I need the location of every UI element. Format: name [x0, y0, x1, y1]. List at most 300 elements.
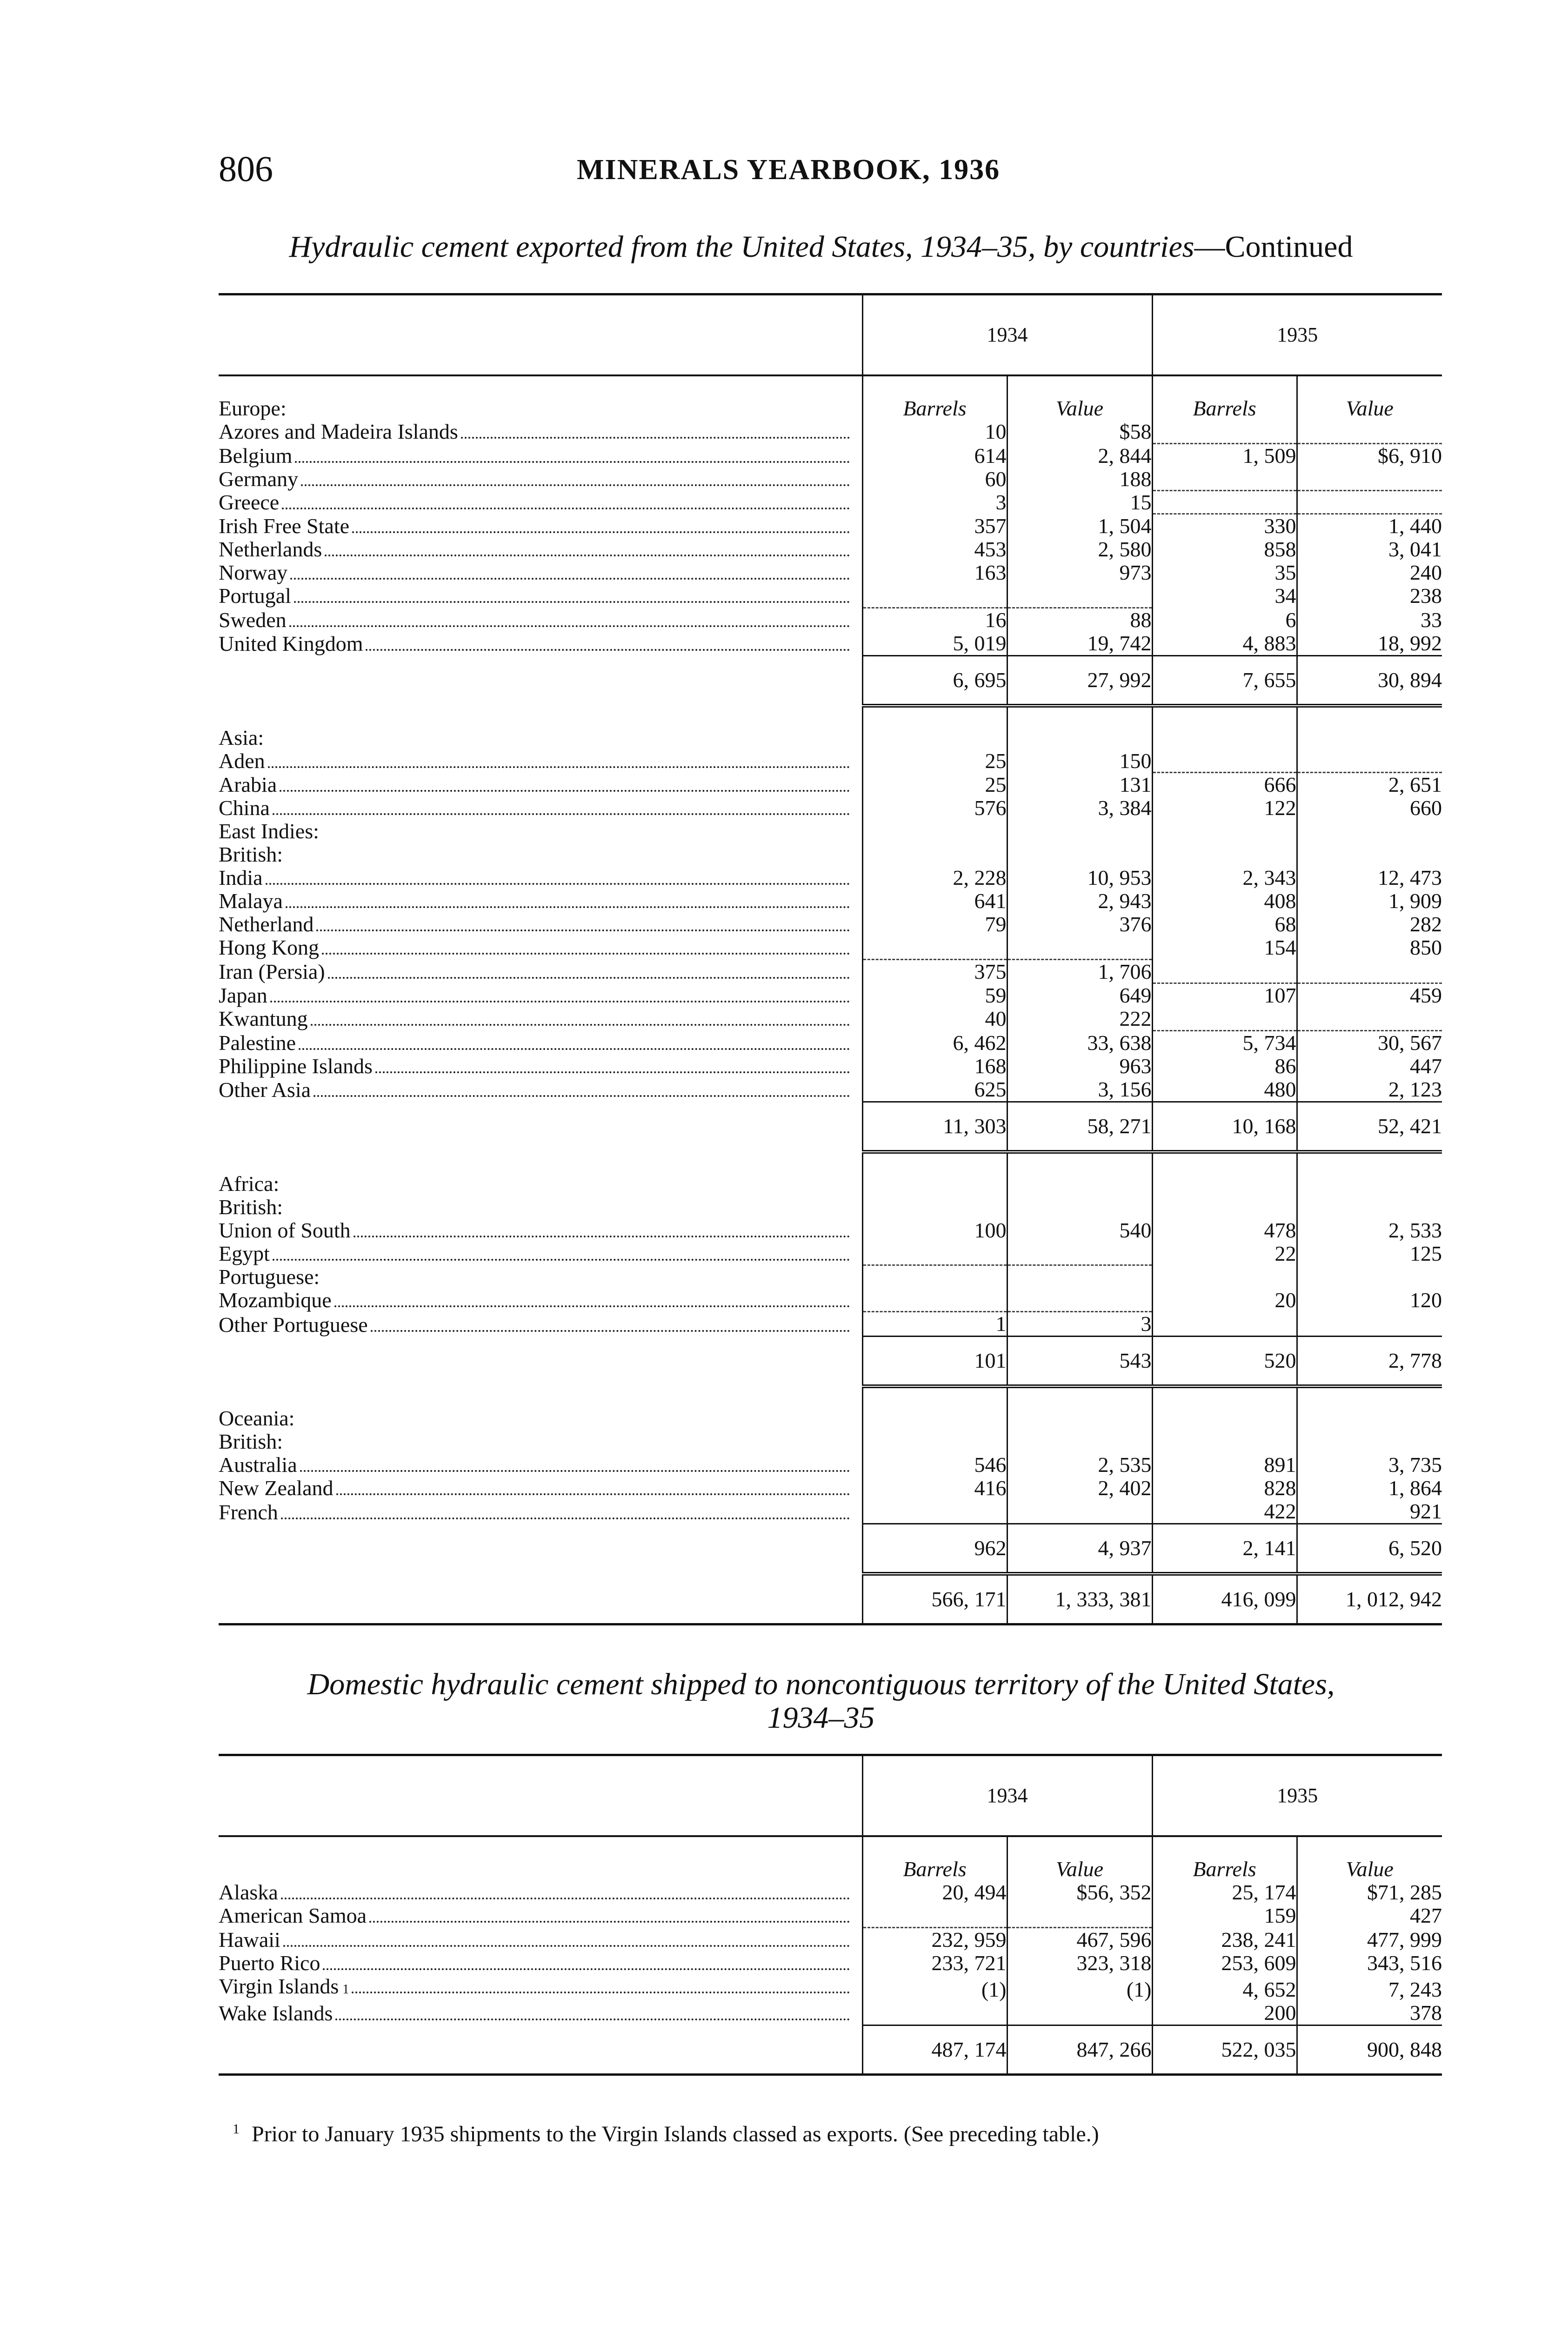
leader-dots [311, 1024, 850, 1026]
export-table [219, 293, 1442, 1625]
row-label-wrap [219, 491, 862, 514]
table2-title [195, 1668, 1447, 1735]
empty-cell [1297, 1152, 1442, 1196]
value-cell [1297, 749, 1442, 773]
value-cell: 660 [1297, 796, 1442, 820]
leader-dots [352, 531, 849, 533]
table-row [219, 632, 1442, 656]
row-label-wrap [219, 1313, 862, 1337]
value-cell: 546 [862, 1453, 1007, 1477]
value-cell: 422 [1152, 1500, 1297, 1524]
row-label-wrap [219, 1952, 862, 1975]
value-cell: 253, 609 [1152, 1952, 1297, 1975]
value-cell [1007, 1265, 1152, 1289]
leader-dots [266, 883, 850, 885]
value-cell: 2, 141 [1152, 1524, 1297, 1574]
value-cell: 34 [1152, 584, 1297, 608]
value-cell: 163 [862, 561, 1007, 584]
value-cell: 30, 894 [1297, 655, 1442, 706]
value-cell: 962 [862, 1524, 1007, 1574]
unit-header: Value [1297, 1836, 1442, 1881]
value-cell: 357 [862, 514, 1007, 538]
row-label-cell [219, 1265, 862, 1289]
leader-dots [352, 1992, 849, 1993]
value-cell: 566, 171 [862, 1574, 1007, 1624]
value-cell [1007, 1430, 1152, 1453]
value-cell: 2, 228 [862, 866, 1007, 889]
subtotal-row [219, 1102, 1442, 1152]
leader-dots [461, 437, 850, 439]
row-label-cell [219, 1030, 862, 1055]
row-label: Netherland [219, 912, 314, 936]
table-row [219, 1430, 1442, 1453]
value-cell: 58, 271 [1007, 1102, 1152, 1152]
leader-dots [300, 1470, 850, 1472]
table-row [219, 468, 1442, 491]
table-row [219, 1500, 1442, 1524]
footnote-marker: 1 [233, 2121, 240, 2137]
row-label: Alaska [219, 1880, 278, 1904]
empty-cell [1297, 1386, 1442, 1430]
row-label: British: [219, 1430, 283, 1453]
row-label-cell [219, 820, 862, 843]
row-label-wrap [219, 913, 862, 936]
row-label-cell [219, 1242, 862, 1265]
row-label-cell [219, 420, 862, 443]
value-cell: 891 [1152, 1453, 1297, 1477]
value-cell: 614 [862, 443, 1007, 468]
year-header-row [219, 294, 1442, 376]
value-cell [862, 1196, 1007, 1219]
row-label: Azores and Madeira Islands [219, 420, 458, 443]
value-cell: 238, 241 [1152, 1927, 1297, 1952]
row-label: Irish Free State [219, 514, 350, 538]
table-row [219, 561, 1442, 584]
value-cell: 1, 909 [1297, 889, 1442, 913]
row-label-cell [219, 1078, 862, 1102]
value-cell: 1, 706 [1007, 959, 1152, 983]
row-label-wrap [219, 561, 862, 584]
row-label: French [219, 1500, 278, 1524]
value-cell: $6, 910 [1297, 443, 1442, 468]
row-label-cell [219, 913, 862, 936]
empty-cell [862, 1152, 1007, 1196]
value-cell: 233, 721 [862, 1952, 1007, 1975]
table-row [219, 1030, 1442, 1055]
value-cell: 2, 651 [1297, 773, 1442, 797]
value-cell: 6 [1152, 608, 1297, 632]
region-row [219, 706, 1442, 749]
value-cell [1007, 936, 1152, 959]
row-label: India [219, 866, 263, 889]
unit-header: Barrels [1152, 1836, 1297, 1881]
leader-dots [371, 1330, 850, 1332]
leader-dots [299, 1048, 849, 1050]
value-cell: 25 [862, 749, 1007, 773]
value-cell: 4, 652 [1152, 1975, 1297, 2001]
value-cell: 2, 343 [1152, 866, 1297, 889]
row-label-cell [219, 584, 862, 608]
row-label-wrap [219, 608, 862, 632]
region-label: Asia: [219, 725, 264, 749]
table-row [219, 1904, 1442, 1927]
value-cell [1297, 1265, 1442, 1289]
row-label-wrap [219, 1289, 862, 1312]
unit-header: Barrels [862, 1836, 1007, 1881]
row-label: Hawaii [219, 1927, 280, 1952]
row-label-wrap [219, 984, 862, 1007]
value-cell: 159 [1152, 1904, 1297, 1927]
subtotal-row [219, 1337, 1442, 1387]
row-label: Sweden [219, 608, 287, 632]
value-cell [862, 2001, 1007, 2025]
row-label-wrap [219, 960, 862, 983]
row-label-cell [219, 1430, 862, 1453]
row-label-wrap [219, 1055, 862, 1078]
footnote [233, 2121, 1442, 2147]
leader-dots [280, 790, 849, 792]
table1-title [195, 230, 1447, 264]
row-label-cell [219, 1952, 862, 1975]
row-label: Portuguese: [219, 1264, 320, 1289]
row-label-cell [219, 983, 862, 1008]
table-row [219, 773, 1442, 797]
value-cell: 88 [1007, 608, 1152, 632]
unit-header: Barrels [1152, 375, 1297, 420]
empty-cell [1007, 706, 1152, 749]
value-cell: 25, 174 [1152, 1881, 1297, 1904]
leader-dots [295, 461, 849, 463]
page-number: 806 [219, 148, 273, 189]
leader-dots [294, 601, 850, 603]
grand-total-label [219, 1574, 862, 1624]
value-cell: 30, 567 [1297, 1030, 1442, 1055]
subtotal-label [219, 1524, 862, 1574]
table-row [219, 443, 1442, 468]
value-cell: 86 [1152, 1055, 1297, 1078]
row-label: Aden [219, 749, 265, 773]
value-cell: 3, 384 [1007, 796, 1152, 820]
table-row [219, 820, 1442, 843]
table-row [219, 1196, 1442, 1219]
value-cell: 2, 402 [1007, 1477, 1152, 1500]
value-cell: 101 [862, 1337, 1007, 1387]
row-label-wrap [219, 1453, 862, 1477]
value-cell: 232, 959 [862, 1927, 1007, 1952]
value-cell: 1, 333, 381 [1007, 1574, 1152, 1624]
row-label-cell [219, 866, 862, 889]
row-label: Norway [219, 561, 288, 584]
value-cell [862, 936, 1007, 959]
row-label-cell [219, 959, 862, 983]
table-row [219, 1055, 1442, 1078]
value-cell [862, 820, 1007, 843]
row-label-wrap [219, 1242, 862, 1265]
value-cell [1152, 468, 1297, 491]
value-cell: 330 [1152, 514, 1297, 538]
row-label: Egypt [219, 1241, 270, 1265]
row-label: Union of South [219, 1218, 351, 1242]
value-cell: 858 [1152, 538, 1297, 561]
value-cell: 540 [1007, 1219, 1152, 1242]
row-label: New Zealand [219, 1476, 334, 1500]
row-label-wrap [219, 1975, 862, 2001]
table-row [219, 491, 1442, 514]
table-row [219, 913, 1442, 936]
value-cell: 487, 174 [862, 2025, 1007, 2074]
value-cell: 7, 655 [1152, 655, 1297, 706]
value-cell: 375 [862, 959, 1007, 983]
row-label-wrap [219, 420, 862, 443]
leader-dots [325, 555, 849, 556]
row-label-wrap [219, 584, 862, 608]
value-cell: 543 [1007, 1337, 1152, 1387]
subtotal-label [219, 655, 862, 706]
row-label-wrap [219, 773, 862, 796]
table-row [219, 866, 1442, 889]
table-row [219, 1477, 1442, 1500]
leader-dots [268, 766, 850, 768]
row-label: Other Portuguese [219, 1312, 368, 1337]
value-cell: 100 [862, 1219, 1007, 1242]
unit-header: Value [1007, 1836, 1152, 1881]
value-cell: 1, 440 [1297, 514, 1442, 538]
value-cell [862, 1265, 1007, 1289]
value-cell: 467, 596 [1007, 1927, 1152, 1952]
row-label-wrap [219, 843, 862, 866]
row-label: China [219, 796, 270, 820]
value-cell: 2, 778 [1297, 1337, 1442, 1387]
table-row [219, 1881, 1442, 1904]
value-cell: 3 [1007, 1312, 1152, 1337]
value-cell: 107 [1152, 983, 1297, 1008]
leader-dots [316, 929, 849, 931]
value-cell [1297, 491, 1442, 514]
table-row [219, 2001, 1442, 2025]
value-cell: 520 [1152, 1337, 1297, 1387]
row-label-cell [219, 1477, 862, 1500]
leader-dots [335, 2019, 849, 2020]
value-cell: 22 [1152, 1242, 1297, 1265]
value-cell [1297, 420, 1442, 443]
value-cell: 1, 504 [1007, 514, 1152, 538]
row-label-wrap [219, 1196, 862, 1219]
value-cell: 120 [1297, 1289, 1442, 1312]
footnote-text: Prior to January 1935 shipments to the Virgin Islands classed as exports. (See preceding table.) [252, 2122, 1099, 2146]
value-cell: 963 [1007, 1055, 1152, 1078]
row-label: Netherlands [219, 537, 322, 561]
row-label-wrap [219, 2002, 862, 2025]
empty-cell [862, 1386, 1007, 1430]
value-cell [1007, 1196, 1152, 1219]
unit-header: Value [1297, 375, 1442, 420]
row-label: Kwantung [219, 1007, 308, 1030]
row-label: Philippine Islands [219, 1054, 373, 1078]
value-cell: 666 [1152, 773, 1297, 797]
value-cell: 625 [862, 1078, 1007, 1102]
value-cell: 576 [862, 796, 1007, 820]
leader-dots [281, 1898, 850, 1899]
header-blank [219, 1755, 862, 1837]
table-row [219, 584, 1442, 608]
leader-dots [273, 813, 850, 815]
shipments-table [219, 1754, 1442, 2076]
value-cell: 35 [1152, 561, 1297, 584]
value-cell: 7, 243 [1297, 1975, 1442, 2001]
row-label-wrap [219, 1881, 862, 1904]
value-cell [1152, 820, 1297, 843]
row-label-wrap [219, 538, 862, 561]
row-label-wrap [219, 444, 862, 468]
page-header [219, 148, 1442, 199]
value-cell: 200 [1152, 2001, 1297, 2025]
row-label: Iran (Persia) [219, 959, 325, 983]
table-row [219, 1927, 1442, 1952]
value-cell: 427 [1297, 1904, 1442, 1927]
row-label: East Indies: [219, 819, 319, 843]
row-label-wrap [219, 1501, 862, 1524]
value-cell: $56, 352 [1007, 1881, 1152, 1904]
row-label: Malaya [219, 889, 283, 913]
region-label: Oceania: [219, 1406, 295, 1430]
value-cell [1007, 1242, 1152, 1265]
row-label-wrap [219, 1430, 862, 1453]
value-cell [1297, 820, 1442, 843]
value-cell: 2, 535 [1007, 1453, 1152, 1477]
value-cell [1007, 1904, 1152, 1927]
leader-dots [270, 1001, 850, 1003]
value-cell [862, 1904, 1007, 1927]
value-cell: 33, 638 [1007, 1030, 1152, 1055]
leader-dots [375, 1071, 850, 1073]
region-row [219, 1152, 1442, 1196]
row-label-wrap [219, 1219, 862, 1242]
value-cell: 2, 844 [1007, 443, 1152, 468]
subtotal-row [219, 655, 1442, 706]
year-1935-header: 1935 [1152, 1755, 1442, 1837]
row-label-cell [219, 468, 862, 491]
row-label-cell [219, 2001, 862, 2025]
row-label-cell [219, 1196, 862, 1219]
value-cell: 850 [1297, 936, 1442, 959]
value-cell: 2, 943 [1007, 889, 1152, 913]
row-label-cell [219, 1927, 862, 1952]
value-cell: 343, 516 [1297, 1952, 1442, 1975]
empty-cell [1007, 1152, 1152, 1196]
value-cell: 973 [1007, 561, 1152, 584]
value-cell [862, 1500, 1007, 1524]
value-cell: 6, 520 [1297, 1524, 1442, 1574]
row-label-wrap [219, 1031, 862, 1055]
value-cell: 3 [862, 491, 1007, 514]
leader-dots [336, 1493, 850, 1495]
year-1935-header: 1935 [1152, 294, 1442, 376]
value-cell: 27, 992 [1007, 655, 1152, 706]
value-cell: 6, 462 [862, 1030, 1007, 1055]
value-cell [1297, 1196, 1442, 1219]
leader-dots [369, 1921, 849, 1923]
header-blank [219, 1836, 862, 1881]
row-label: Other Asia [219, 1078, 311, 1102]
value-cell [1297, 468, 1442, 491]
grand-total-row [219, 1574, 1442, 1624]
value-cell: 4, 883 [1152, 632, 1297, 656]
row-label-cell [219, 1219, 862, 1242]
value-cell: 20 [1152, 1289, 1297, 1312]
value-cell: 3, 156 [1007, 1078, 1152, 1102]
row-label-wrap [219, 632, 862, 655]
row-label-wrap [219, 1265, 862, 1289]
value-cell: 522, 035 [1152, 2025, 1297, 2074]
empty-cell [1152, 706, 1297, 749]
row-label: American Samoa [219, 1904, 367, 1927]
value-cell: 10 [862, 420, 1007, 443]
value-cell: 408 [1152, 889, 1297, 913]
row-label: Palestine [219, 1030, 296, 1055]
table-row [219, 1453, 1442, 1477]
value-cell: 323, 318 [1007, 1952, 1152, 1975]
value-cell: 900, 848 [1297, 2025, 1442, 2074]
row-label-cell [219, 514, 862, 538]
value-cell: 188 [1007, 468, 1152, 491]
value-cell: 10, 168 [1152, 1102, 1297, 1152]
value-cell: 15 [1007, 491, 1152, 514]
value-cell: 6, 695 [862, 655, 1007, 706]
row-label: Japan [219, 983, 267, 1007]
header-blank [219, 294, 862, 376]
leader-dots [273, 1259, 850, 1261]
row-label-wrap [219, 796, 862, 820]
value-cell: 60 [862, 468, 1007, 491]
table-row [219, 1312, 1442, 1337]
row-label-cell [219, 773, 862, 797]
leader-dots [322, 953, 850, 955]
value-cell: 168 [862, 1055, 1007, 1078]
table-row [219, 889, 1442, 913]
value-cell: 25 [862, 773, 1007, 797]
value-cell: 150 [1007, 749, 1152, 773]
row-label-cell [219, 632, 862, 656]
value-cell: 416, 099 [1152, 1574, 1297, 1624]
row-label-cell [219, 1975, 862, 2001]
year-1934-header: 1934 [862, 294, 1152, 376]
row-label-cell [219, 749, 862, 773]
value-cell [1152, 1196, 1297, 1219]
unit-header-row [219, 1836, 1442, 1881]
table-row [219, 420, 1442, 443]
value-cell [862, 1430, 1007, 1453]
subtotal-row [219, 1524, 1442, 1574]
subtotal-label [219, 1102, 862, 1152]
value-cell [1152, 1007, 1297, 1030]
year-1934-header: 1934 [862, 1755, 1152, 1837]
value-cell [1152, 749, 1297, 773]
table-row [219, 1265, 1442, 1289]
value-cell: 3, 735 [1297, 1453, 1442, 1477]
leader-dots [314, 1095, 849, 1097]
value-cell: 477, 999 [1297, 1927, 1442, 1952]
value-cell [1007, 1289, 1152, 1312]
row-label-wrap [219, 936, 862, 959]
empty-cell [1297, 706, 1442, 749]
value-cell [1297, 843, 1442, 866]
value-cell: $58 [1007, 420, 1152, 443]
leader-dots [328, 977, 850, 979]
table-row [219, 1242, 1442, 1265]
value-cell: 20, 494 [862, 1881, 1007, 1904]
value-cell: 1, 864 [1297, 1477, 1442, 1500]
row-label-cell [219, 1312, 862, 1337]
